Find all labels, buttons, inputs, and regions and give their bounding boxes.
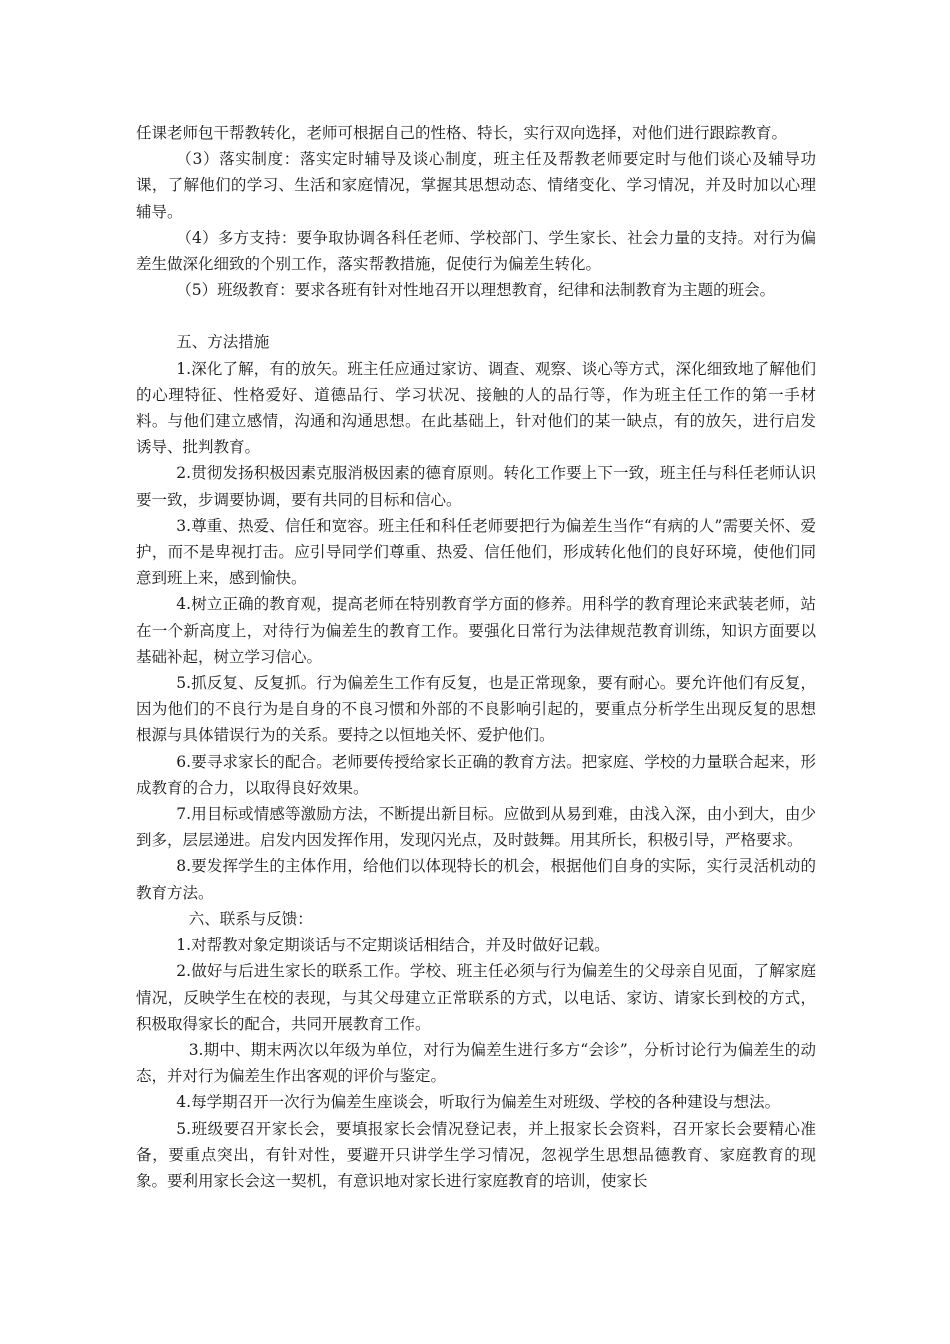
document-page <box>136 120 816 1194</box>
method-item-3: 3.尊重、热爱、信任和宽容。班主任和科任老师要把行为偏差生当作“有病的人”需要关怀、爱护，而不是卑视打击。应引导同学们尊重、热爱、信任他们，形成转化他们的良好环境，使他们同意到班上来，感到愉快。 <box>136 516 816 588</box>
paragraph-continuation: 任课老师包干帮教转化，老师可根据自己的性格、特长，实行双向选择，对他们进行跟踪教育。 <box>136 124 788 142</box>
method-item-8: 8.要发挥学生的主体作用，给他们以体现特长的机会，根据他们自身的实际，实行灵活机动的教育方法。 <box>136 857 816 902</box>
paragraph-measure-3: （3）落实制度：落实定时辅导及谈心制度，班主任及帮教老师要定时与他们谈心及辅导功课，了解他们的学习、生活和家庭情况，掌握其思想动态、情绪变化、学习情况，并及时加以心理辅导。 <box>136 150 816 221</box>
paragraph-measure-4: （4）多方支持：要争取协调各科任老师、学校部门、学生家长、社会力量的支持。对行为偏差生做深化细致的个别工作，落实帮教措施，促使行为偏差生转化。 <box>136 228 816 274</box>
method-item-2: 2.贯彻发扬积极因素克服消极因素的德育原则。转化工作要上下一致，班主任与科任老师认识要一致，步调要协调，要有共同的目标和信心。 <box>136 464 816 509</box>
section-heading-methods: 五、方法措施 <box>176 333 270 352</box>
method-item-4: 4.树立正确的教育观，提高老师在特别教育学方面的修养。用科学的教育理论来武装老师，站在一个新高度上，对待行为偏差生的教育工作。要强化日常行为法律规范教育训练，知识方面要以基础补起，树立学习信心。 <box>136 595 816 666</box>
method-item-1: 1.深化了解，有的放矢。班主任应通过家访、调查、观察、谈心等方式，深化细致地了解他们的心理特征、性格爱好、道德品行、学习状况、接触的人的品行等，作为班主任工作的第一手材料。与他们建立感情，沟通和沟通思想。在此基础上，针对他们的某一缺点，有的放矢，进行启发诱导、批判教育。 <box>136 359 816 457</box>
feedback-item-4: 4.每学期召开一次行为偏差生座谈会，听取行为偏差生对班级、学校的各种建设与想法。 <box>176 1093 781 1112</box>
section-heading-feedback: 六、联系与反馈： <box>188 909 313 928</box>
feedback-item-3: 3.期中、期末两次以年级为单位，对行为偏差生进行多方“会诊”，分析讨论行为偏差生的动态，并对行为偏差生作出客观的评价与鉴定。 <box>136 1040 816 1086</box>
paragraph-measure-5: （5）班级教育：要求各班有针对性地召开以理想教育，纪律和法制教育为主题的班会。 <box>176 281 776 300</box>
method-item-5: 5.抓反复、反复抓。行为偏差生工作有反复，也是正常现象，要有耐心。要允许他们有反复，因为他们的不良行为是自身的不良习惯和外部的不良影响引起的，要重点分析学生出现反复的思想根源与具体错误行为的关系。要持之以恒地关怀、爱护他们。 <box>136 674 816 745</box>
feedback-item-5: 5.班级要召开家长会，要填报家长会情况登记表，并上报家长会资料，召开家长会要精心准备，要重点突出，有针对性，要避开只讲学生学习情况，忽视学生思想品德教育、家庭教育的现象。要利用家长会这一契机，有意识地对家长进行家庭教育的培训，使家长 <box>136 1119 816 1190</box>
paragraph-gap <box>136 303 816 329</box>
method-item-6: 6.要寻求家长的配合。老师要传授给家长正确的教育方法。把家庭、学校的力量联合起来，形成教育的合力，以取得良好效果。 <box>136 752 816 797</box>
method-item-7: 7.用目标或情感等激励方法，不断提出新目标。应做到从易到难，由浅入深，由小到大，由少到多，层层递进。启发内因发挥作用，发现闪光点，及时鼓舞。用其所长，积极引导，严格要求。 <box>136 805 816 850</box>
feedback-item-1: 1.对帮教对象定期谈话与不定期谈话相结合，并及时做好记载。 <box>176 936 610 955</box>
feedback-item-2: 2.做好与后进生家长的联系工作。学校、班主任必须与行为偏差生的父母亲自见面，了解家庭情况，反映学生在校的表现，与其父母建立正常联系的方式，以电话、家访、请家长到校的方式，积极取得家长的配合，共同开展教育工作。 <box>136 962 816 1033</box>
